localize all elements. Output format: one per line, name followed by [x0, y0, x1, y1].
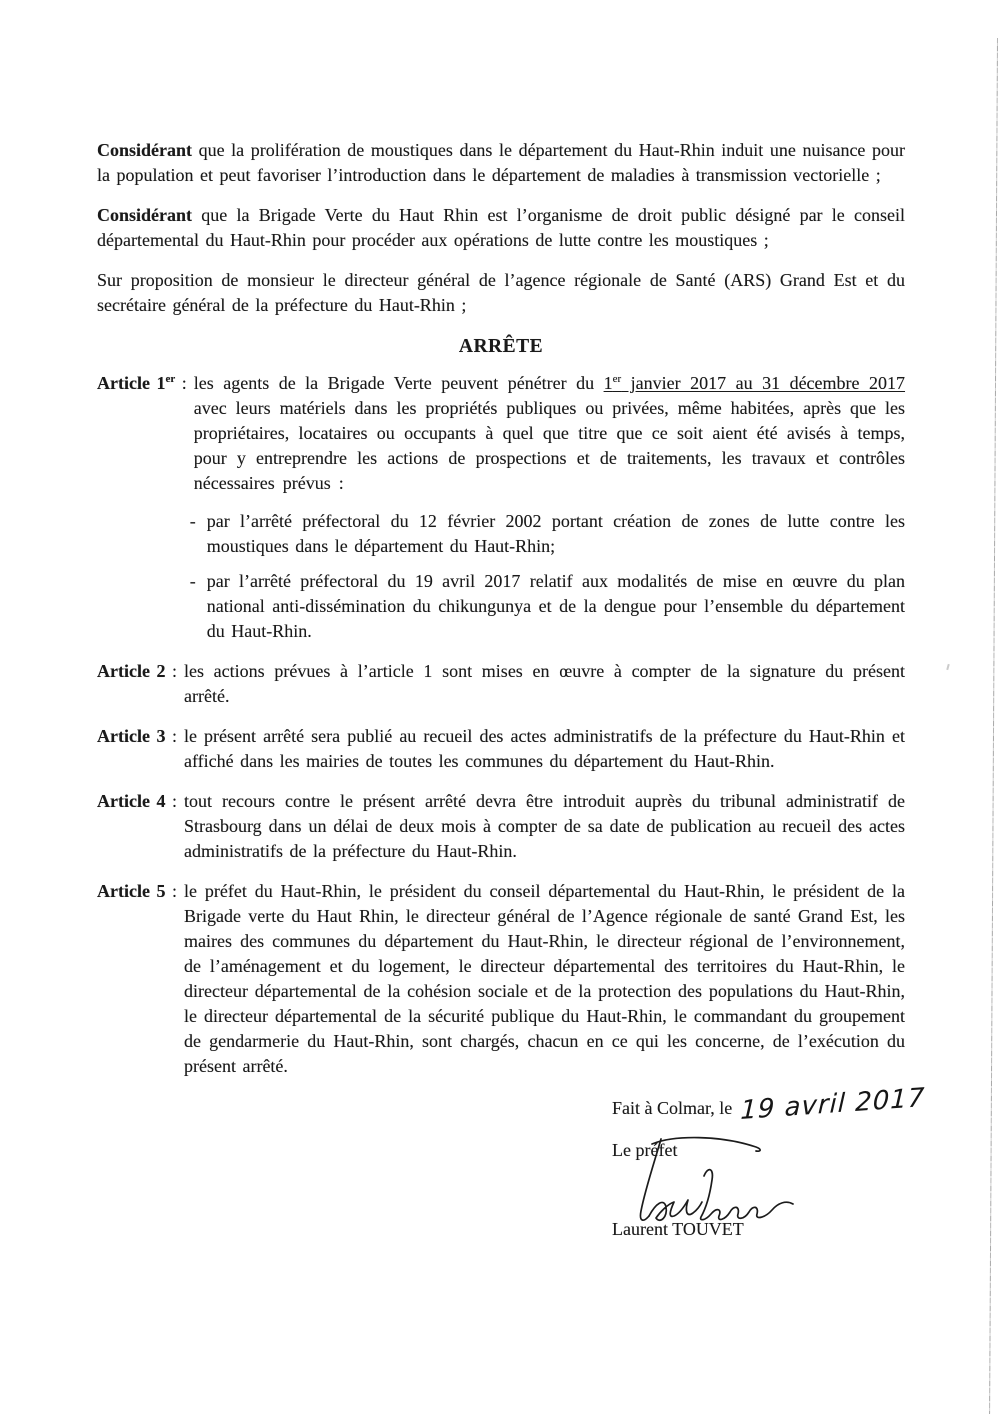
article-3-label-colon: :: [165, 726, 177, 746]
date-sup: er: [612, 373, 622, 385]
article-4-label-text: Article 4: [97, 791, 166, 811]
article-1-text-end: avec leurs matériels dans les propriétés publiques ou privées, même habitées, après que les propriétaires, locataires ou occupants à quel que titre que ce soit aient été avisés à temps, pour y entreprendre les actions de prospections et de traitements, les travaux et contrôles nécessaires prévus :: [193, 398, 905, 493]
article-5-label-colon: :: [165, 881, 177, 901]
signature-block: [612, 1082, 927, 1242]
place-date-line: [612, 1082, 927, 1127]
underlined-date-range: [604, 373, 905, 393]
considerant-2-lead: Considérant: [97, 205, 193, 225]
article-1: [97, 371, 905, 644]
scan-artifact-line: [989, 38, 998, 1414]
bullet-1-text: par l’arrêté préfectoral du 12 février 2002 portant création de zones de lutte contre les moustiques dans le département du Haut-Rhin;: [206, 511, 905, 556]
article-1-label: [97, 371, 194, 644]
scan-artifact-speck: [946, 664, 949, 670]
paragraph-considerant-1: [97, 138, 905, 188]
article-4: [97, 789, 905, 864]
bullet-item-2: [189, 569, 905, 644]
place-date-label: Fait à Colmar, le: [612, 1098, 733, 1118]
bullet-item-1: [189, 509, 905, 559]
article-2-label: [97, 659, 184, 709]
article-2: [97, 659, 905, 709]
article-1-text-start: les agents de la Brigade Verte peuvent pénétrer du: [193, 373, 604, 393]
article-5-label-text: Article 5: [97, 881, 166, 901]
paragraph-considerant-2: [97, 203, 905, 253]
bullet-2-text: par l’arrêté préfectoral du 19 avril 2017 relatif aux modalités de mise en œuvre du plan national anti-dissémination du chikungunya et de la dengue pour l’ensemble du département du Haut-Rhin.: [206, 571, 905, 641]
article-1-label-text: Article 1: [97, 373, 166, 393]
article-1-bullets: [189, 509, 905, 644]
article-5-body: le préfet du Haut-Rhin, le président du conseil départemental du Haut-Rhin, le président de la Brigade verte du Haut Rhin, le directeur général de l’Agence régionale de santé Grand Est, les maires des communes du département du Haut-Rhin, le directeur régional de l’environnement, de l’aménagement et du logement, le directeur départemental des territoires du Haut-Rhin, le directeur départemental de la cohésion sociale et de la protection des populations du Haut-Rhin, le directeur départemental de la sécurité publique du Haut-Rhin, le commandant du groupement de gendarmerie du Haut-Rhin, sont chargés, chacun en ce qui les concerne, de l’exécution du présent arrêté.: [183, 881, 905, 1076]
article-2-body: les actions prévues à l’article 1 sont mises en œuvre à compter de la signature du présent arrêté.: [183, 661, 905, 706]
signer-name: Laurent TOUVET: [612, 1219, 744, 1239]
article-2-label-colon: :: [165, 661, 177, 681]
article-2-label-text: Article 2: [97, 661, 166, 681]
bullet-dash: -: [189, 511, 196, 531]
article-3: [97, 724, 905, 774]
article-4-label-colon: :: [165, 791, 177, 811]
article-4-body: tout recours contre le présent arrêté devra être introduit auprès du tribunal administratif de Strasbourg dans un délai de deux mois à compter de sa date de publication au recueil des actes administratifs de la préfecture du Haut-Rhin.: [183, 791, 905, 861]
handwritten-date: 19 avril 2017: [740, 1082, 927, 1127]
article-3-body: le présent arrêté sera publié au recueil des actes administratifs de la préfecture du Haut-Rhin et affiché dans les mairies de toutes les communes du département du Haut-Rhin.: [183, 726, 905, 771]
date-rest: janvier 2017 au 31 décembre 2017: [621, 373, 906, 393]
decree-title: ARRÊTE: [458, 336, 544, 357]
article-1-label-sup: er: [165, 373, 176, 385]
date-num: 1: [603, 373, 613, 393]
article-5-label: [97, 879, 184, 1079]
article-1-body: [189, 371, 906, 644]
article-1-label-colon: :: [175, 373, 187, 393]
considerant-1-lead: Considérant: [97, 140, 193, 160]
signoff-title: Le préfet: [612, 1140, 678, 1160]
bullet-dash: -: [189, 571, 196, 591]
document-content: [97, 138, 927, 1242]
considerant-2-text: que la Brigade Verte du Haut Rhin est l’organisme de droit public désigné par le conseil départemental du Haut-Rhin pour procéder aux opérations de lutte contre les moustiques ;: [97, 205, 905, 250]
considerant-1-text: que la prolifération de moustiques dans le département du Haut-Rhin induit une nuisance pour la population et peut favoriser l’introduction dans le département de maladies à transmission vectorielle ;: [97, 140, 905, 185]
article-4-label: [97, 789, 184, 864]
paragraph-sur-proposition: Sur proposition de monsieur le directeur général de l’agence régionale de Santé (ARS) Grand Est et du secrétaire général de la préfecture du Haut-Rhin ;: [97, 270, 905, 315]
article-5: [97, 879, 905, 1079]
article-3-label: [97, 724, 184, 774]
article-3-label-text: Article 3: [97, 726, 166, 746]
